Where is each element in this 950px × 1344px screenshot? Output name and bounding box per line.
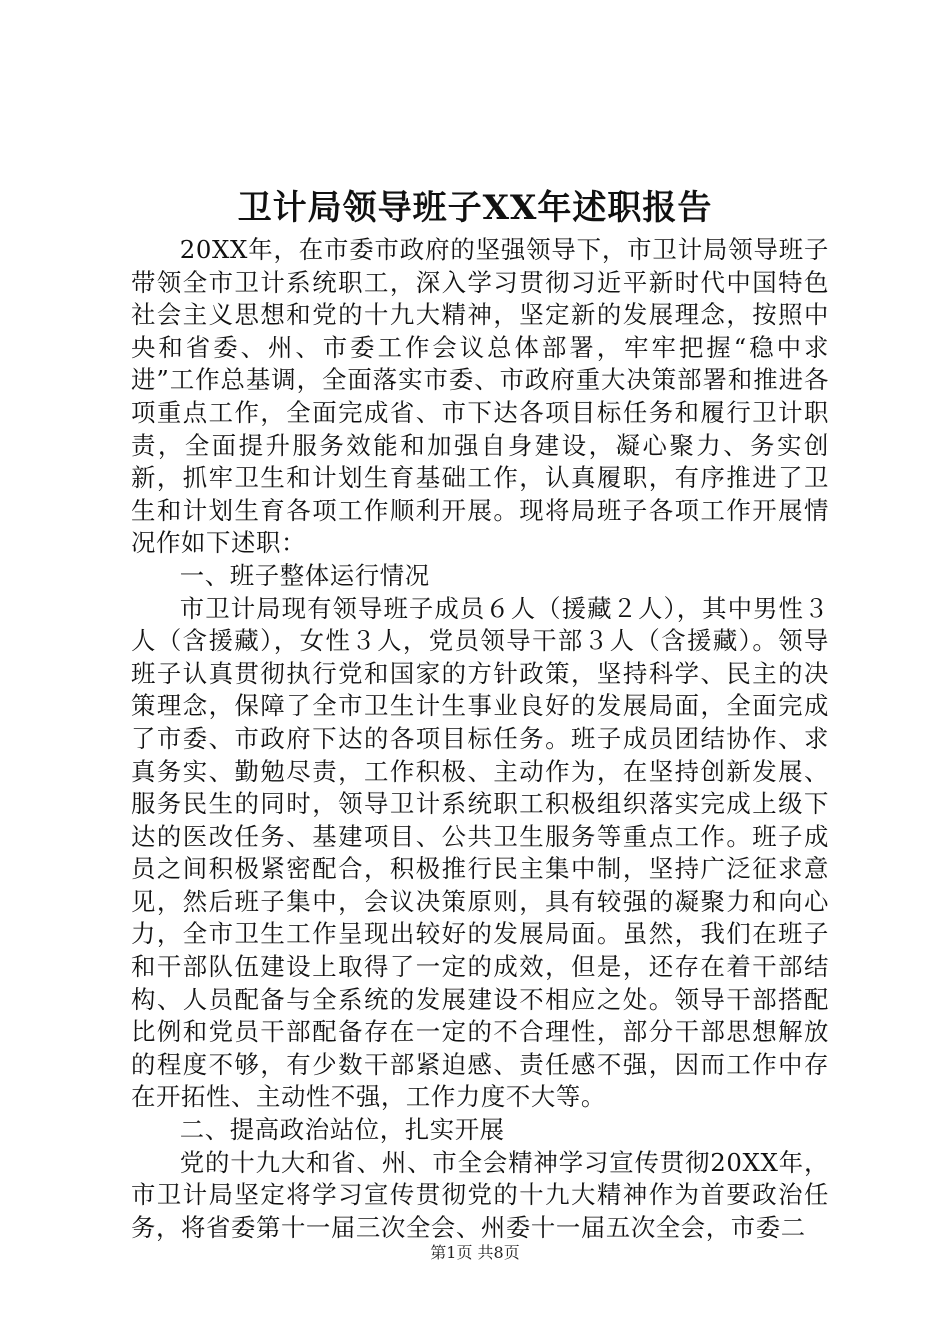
page-footer: 第1页 共8页 (430, 1243, 520, 1262)
section-paragraph-2: 党的十九大和省、州、市全会精神学习宣传贯彻20XX年，市卫计局坚定将学习宣传贯彻党的十九大精神作为首要政治任务，将省委第十一届三次全会、州委十一届五次全会，市委二 (131, 1147, 829, 1242)
section-paragraph-1: 市卫计局现有领导班子成员６人（援藏２人），其中男性３人（含援藏），女性３人，党员领导干部３人（含援藏）。领导班子认真贯彻执行党和国家的方针政策，坚持科学、民主的决策理念，保障了全市卫生计生事业良好的发展局面，全面完成了市委、市政府下达的各项目标任务。班子成员团结协作、求真务实、勤勉尽责，工作积极、主动作为，在坚持创新发展、服务民生的同时，领导卫计系统职工积极组织落实完成上级下达的医改任务、基建项目、公共卫生服务等重点工作。班子成员之间积极紧密配合，积极推行民主集中制，坚持广泛征求意见，然后班子集中，会议决策原则，具有较强的凝聚力和向心力，全市卫生工作呈现出较好的发展局面。虽然，我们在班子和干部队伍建设上取得了一定的成效，但是，还存在着干部结构、人员配备与全系统的发展建设不相应之处。领导干部搭配比例和党员干部配备存在一定的不合理性，部分干部思想解放的程度不够，有少数干部紧迫感、责任感不强，因而工作中存在开拓性、主动性不强，工作力度不大等。 (131, 593, 829, 1112)
intro-paragraph: 20XX年，在市委市政府的坚强领导下，市卫计局领导班子带领全市卫计系统职工，深入学习贯彻习近平新时代中国特色社会主义思想和党的十九大精神，坚定新的发展理念，按照中央和省委、州、市委工作会议总体部署，牢牢把握“稳中求进”工作总基调，全面落实市委、市政府重大决策部署和推进各项重点工作，全面完成省、市下达各项目标任务和履行卫计职责，全面提升服务效能和加强自身建设，凝心聚力、务实创新，抓牢卫生和计划生育基础工作，认真履职，有序推进了卫生和计划生育各项工作顺利开展。现将局班子各项工作开展情况作如下述职： (131, 235, 829, 558)
section-heading-2: 二、提高政治站位，扎实开展 (179, 1115, 505, 1145)
document-body (131, 234, 829, 1244)
section-heading-1: 一、班子整体运行情况 (179, 560, 430, 590)
document-title: 卫计局领导班子XX年述职报告 (237, 188, 713, 228)
